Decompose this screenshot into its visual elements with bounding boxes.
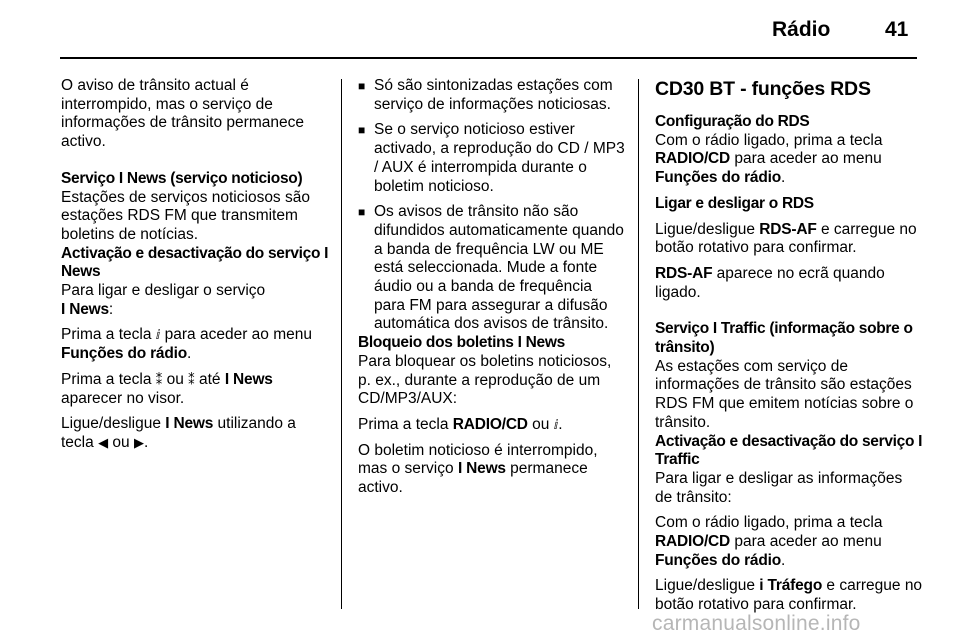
section-heading-cd30: CD30 BT - funções RDS [655, 78, 871, 100]
paragraph-rds-toggle: Ligue/desligue RDS-AF e carregue no botão rotativo para confirmar. [655, 220, 917, 257]
heading-inews-service: Serviço I News (serviço noticioso) [61, 169, 303, 187]
heading-itraffic-activation: Activação e desactivação do serviço I Traffic [655, 432, 923, 469]
paragraph-bulletin-interrupted: O boletim noticioso é interrompido, mas o serviço I News permanece activo. [358, 441, 598, 497]
intro-paragraph: O aviso de trânsito actual é interrompido, mas o serviço de informações de trânsito permanece activo. [61, 77, 304, 151]
heading-inews-activation: Activação e desactivação do serviço I News [61, 244, 329, 281]
bullet-icon: ■ [358, 205, 366, 220]
heading-itraffic-service: Serviço I Traffic (informação sobre o trânsito) [655, 320, 913, 357]
info-key-icon: ⅈ [155, 327, 161, 343]
paragraph-itraffic-toggle: Para ligar e desligar as informações de trânsito: [655, 469, 903, 506]
right-arrow-icon: ▶ [133, 434, 144, 450]
heading-rds-config: Configuração do RDS [655, 113, 810, 130]
paragraph-toggle-inews: Para ligar e desligar o serviço I News: [61, 282, 266, 318]
page-title: Rádio [772, 18, 831, 41]
info-key-icon: ⅈ [553, 416, 559, 432]
column-2 [358, 77, 626, 505]
paragraph-itraffic-description: As estações com serviço de informações de trânsito são estações RDS FM que emitem notícias sobre o trânsito. [655, 357, 914, 431]
paragraph-press-radio-cd: Prima a tecla RADIO/CD ou ⅈ. [358, 415, 563, 433]
list-item: ■ Os avisos de trânsito não são difundidos automaticamente quando a banda de frequência LW ou ME está seleccionada. Mude a fonte áudio ou a banda de frequência para FM para assegurar a difusão automática dos avisos de trânsito. [358, 203, 624, 333]
bullet-icon: ■ [358, 79, 366, 93]
left-arrow-icon: ◀ [98, 434, 109, 450]
paragraph-itraffic-confirm: Ligue/desligue i Tráfego e carregue no botão rotativo para confirmar. [655, 577, 923, 614]
heading-rds-toggle: Ligar e desligar o RDS [655, 194, 814, 212]
paragraph-block-inews: Para bloquear os boletins noticiosos, p. ex., durante a reprodução de um CD/MP3/AUX: [358, 352, 612, 408]
column-1 [61, 77, 329, 460]
page-number: 41 [885, 18, 909, 41]
inews-description: Estações de serviços noticiosos são estações RDS FM que transmitem boletins de notícias. [61, 188, 310, 243]
up-key-icon: ⁑ [155, 371, 163, 387]
notes-list [358, 77, 626, 334]
list-item: ■ Se o serviço noticioso estiver activado, a reprodução do CD / MP3 / AUX é interrompida durante o boletim noticioso. [358, 121, 625, 195]
column-divider-2 [638, 79, 639, 609]
column-divider-1 [341, 79, 342, 609]
paragraph-press-key-menu: Prima a tecla ⅈ para aceder ao menu Funções do rádio. [61, 326, 313, 363]
paragraph-rds-display: RDS-AF aparece no ecrã quando ligado. [655, 264, 885, 301]
bullet-icon: ■ [358, 123, 366, 138]
paragraph-toggle-inews-keys: Ligue/desligue I News utilizando a tecla ◀ ou ▶. [61, 415, 296, 451]
watermark: carmanualsonline.info [652, 612, 861, 635]
header-rule [60, 57, 917, 59]
column-3 [655, 77, 923, 622]
paragraph-itraffic-menu: Com o rádio ligado, prima a tecla RADIO/CD para aceder ao menu Funções do rádio. [655, 514, 883, 569]
list-item: ■ Só são sintonizadas estações com serviço de informações noticiosas. [358, 77, 613, 113]
paragraph-press-key-until: Prima a tecla ⁑ ou ⁑ até I News aparecer no visor. [61, 370, 273, 407]
down-key-icon: ⁑ [188, 371, 195, 387]
heading-block-inews: Bloqueio dos boletins I News [358, 334, 565, 352]
paragraph-rds-config: Com o rádio ligado, prima a tecla RADIO/CD para aceder ao menu Funções do rádio. [655, 131, 883, 187]
